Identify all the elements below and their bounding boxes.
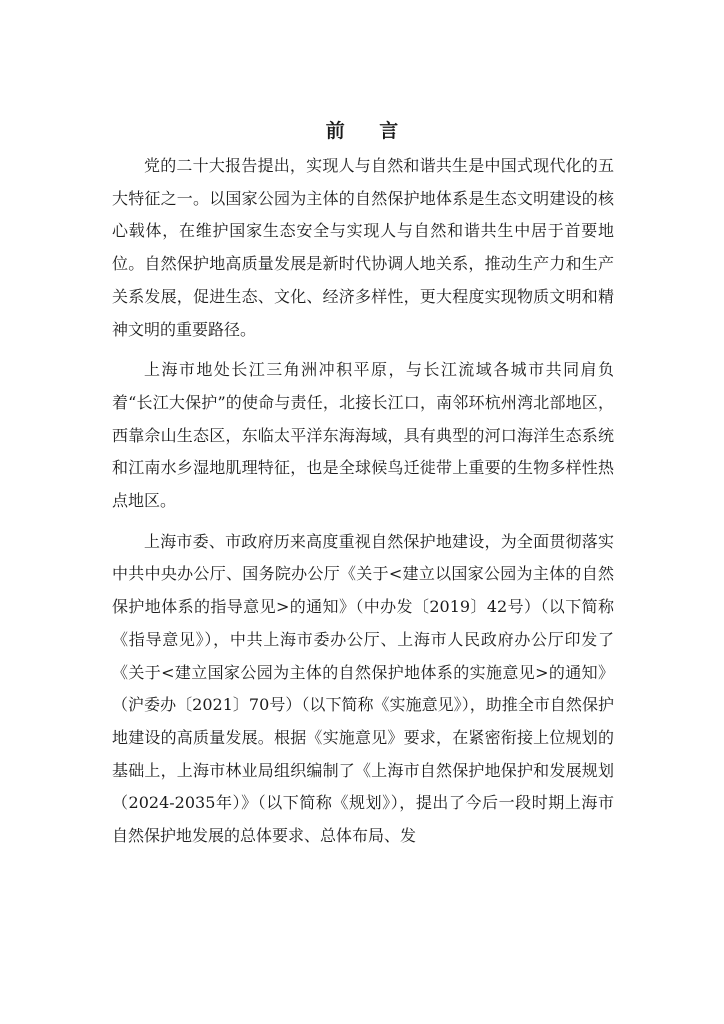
paragraph-3: 上海市委、市政府历来高度重视自然保护地建设，为全面贯彻落实中共中央办公厅、国务院办公厅《关于<建立以国家公园为主体的自然保护地体系的指导意见>的通知》（中办发〔2019〕42号）（以下简称《指导意见》），中共上海市委办公厅、上海市人民政府办公厅印发了《关于<建立国家公园为主体的自然保护地体系的实施意见>的通知》（沪委办〔2021〕70号）（以下简称《实施意见》），助推全市自然保护地建设的高质量发展。根据《实施意见》要求，在紧密衔接上位规划的基础上，上海市林业局组织编制了《上海市自然保护地保护和发展规划（2024-2035年）》（以下简称《规划》），提出了今后一段时期上海市自然保护地发展的总体要求、总体布局、发: [112, 531, 614, 846]
paragraph-2: 上海市地处长江三角洲冲积平原，与长江流域各城市共同肩负着“长江大保护”的使命与责任，北接长江口，南邻环杭州湾北部地区，西靠佘山生态区，东临太平洋东海海域，具有典型的河口海洋生态系统和江南水乡湿地肌理特征，也是全球候鸟迁徙带上重要的生物多样性热点地区。: [112, 360, 614, 511]
document-body: [112, 150, 614, 861]
paragraph-1: 党的二十大报告提出，实现人与自然和谐共生是中国式现代化的五大特征之一。以国家公园为主体的自然保护地体系是生态文明建设的核心载体，在维护国家生态安全与实现人与自然和谐共生中居于首要地位。自然保护地高质量发展是新时代协调人地关系，推动生产力和生产关系发展，促进生态、文化、经济多样性，更大程度实现物质文明和精神文明的重要路径。: [112, 156, 614, 339]
page-title: 前 言: [325, 120, 413, 142]
